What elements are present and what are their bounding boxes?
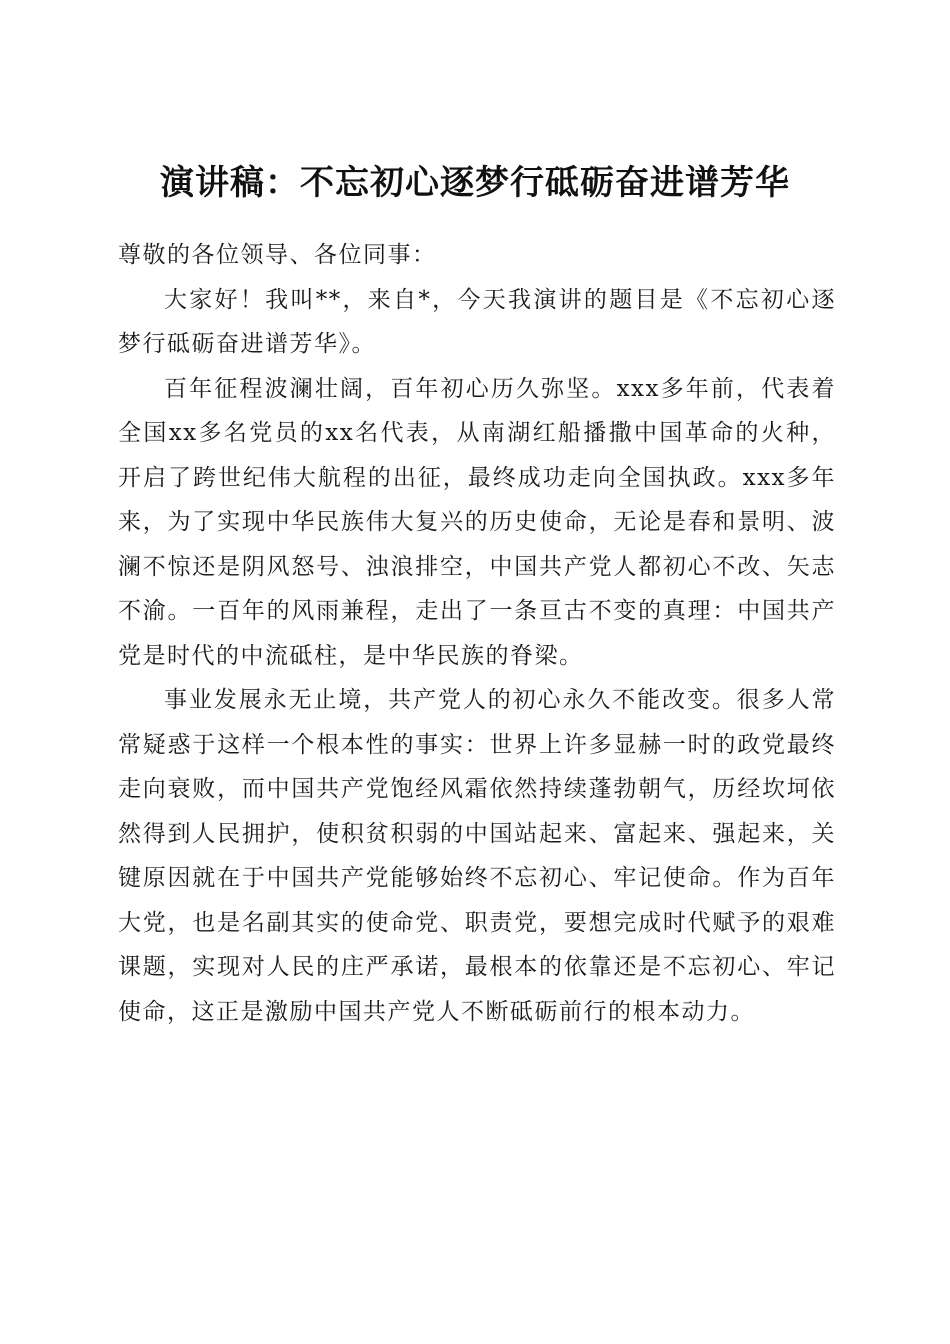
paragraph-mission: 事业发展永无止境，共产党人的初心永久不能改变。很多人常常疑惑于这样一个根本性的事实：世界上许多显赫一时的政党最终走向衰败，而中国共产党饱经风霜依然持续蓬勃朝气，历经坎坷依然得到人民拥护，使积贫积弱的中国站起来、富起来、强起来，关键原因就在于中国共产党能够始终不忘初心、牢记使命。作为百年大党，也是名副其实的使命党、职责党，要想完成时代赋予的艰难课题，实现对人民的庄严承诺，最根本的依靠还是不忘初心、牢记使命，这正是激励中国共产党人不断砥砺前行的根本动力。 — [118, 687, 836, 1025]
document-title: 演讲稿：不忘初心逐梦行砥砺奋进谱芳华 — [160, 162, 790, 203]
salutation: 尊敬的各位领导、各位同事： — [118, 242, 437, 268]
document-body — [118, 233, 836, 1034]
paragraph-greeting: 大家好！我叫**，来自*，今天我演讲的题目是《不忘初心逐梦行砥砺奋进谱芳华》。 — [118, 286, 836, 357]
paragraph-history: 百年征程波澜壮阔，百年初心历久弥坚。xxx多年前，代表着全国xx多名党员的xx名代表，从南湖红船播撒中国革命的火种，开启了跨世纪伟大航程的出征，最终成功走向全国执政。xxx多年来，为了实现中华民族伟大复兴的历史使命，无论是春和景明、波澜不惊还是阴风怒号、浊浪排空，中国共产党人都初心不改、矢志不渝。一百年的风雨兼程，走出了一条亘古不变的真理：中国共产党是时代的中流砥柱，是中华民族的脊梁。 — [118, 375, 836, 669]
